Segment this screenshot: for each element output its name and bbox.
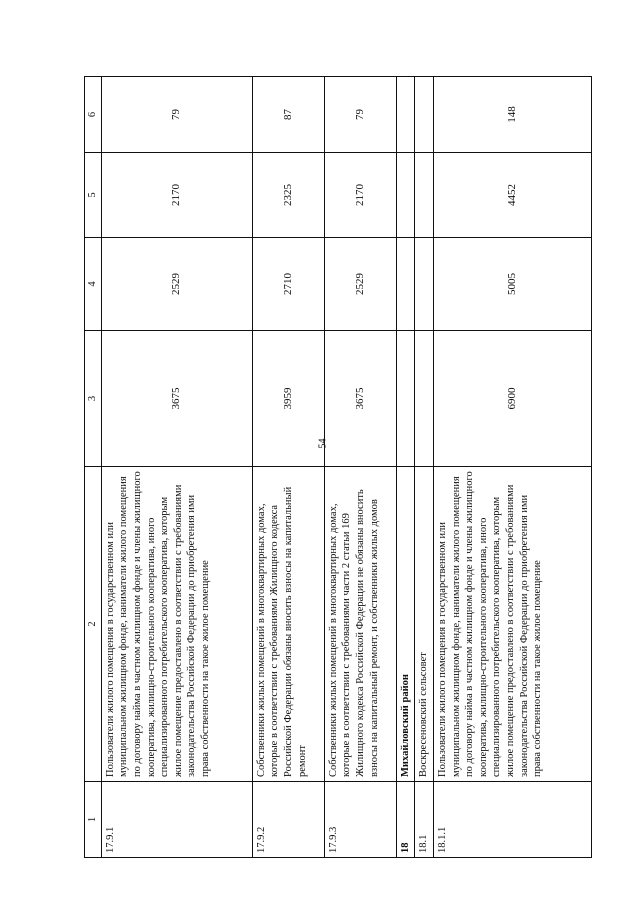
table-row bbox=[415, 77, 434, 858]
header-row bbox=[85, 77, 102, 858]
cell-value: 6900 bbox=[433, 331, 591, 467]
table-row bbox=[396, 77, 415, 858]
cell-value: 2529 bbox=[324, 238, 396, 331]
row-number: 18 bbox=[396, 782, 415, 858]
table-row bbox=[101, 77, 252, 858]
header-cell: 6 bbox=[85, 77, 102, 153]
empty-cell bbox=[396, 331, 415, 467]
row-number: 18.1.1 bbox=[433, 782, 591, 858]
empty-cell bbox=[415, 77, 434, 153]
row-description: Пользователи жилого помещения в государственном или муниципальном жилищном фонде, наниматели жилого помещения по договору найма в частном жилищном фонде и члены жилищного кооператива, жилищно-строительного кооператива, иного специализированного потребительского кооператива, которым жилое помещение предоставлено в соответствии с требованиями законодательства Российской Федерации до приобретения ими права собственности на такое жилое помещение bbox=[101, 467, 252, 782]
cell-value: 87 bbox=[252, 77, 324, 153]
cell-value: 2170 bbox=[101, 153, 252, 238]
row-number: 18.1 bbox=[415, 782, 434, 858]
cell-value: 5005 bbox=[433, 238, 591, 331]
cell-value: 2529 bbox=[101, 238, 252, 331]
settlement-name: Воскресеновский сельсовет bbox=[415, 467, 434, 782]
table-row bbox=[433, 77, 591, 858]
cell-value: 3959 bbox=[252, 331, 324, 467]
cell-value: 2710 bbox=[252, 238, 324, 331]
header-cell: 5 bbox=[85, 153, 102, 238]
tariff-table bbox=[84, 76, 592, 858]
table-row bbox=[324, 77, 396, 858]
header-cell: 3 bbox=[85, 331, 102, 467]
row-description: Собственники жилых помещений в многоквартирных домах, которые в соответствии с требованиями Жилищного кодекса Российской Федерации обязаны вносить взносы на капитальный ремонт bbox=[252, 467, 324, 782]
cell-value: 2325 bbox=[252, 153, 324, 238]
cell-value: 148 bbox=[433, 77, 591, 153]
row-description: Пользователи жилого помещения в государственном или муниципальном жилищном фонде, наниматели жилого помещения по договору найма в частном жилищном фонде и члены жилищного кооператива, жилищно-строительного кооператива, иного специализированного потребительского кооператива, которым жилое помещение предоставлено в соответствии с требованиями законодательства Российской Федерации до приобретения ими права собственности на такое жилое помещение bbox=[433, 467, 591, 782]
empty-cell bbox=[396, 238, 415, 331]
cell-value: 3675 bbox=[324, 331, 396, 467]
header-cell: 4 bbox=[85, 238, 102, 331]
empty-cell bbox=[415, 331, 434, 467]
empty-cell bbox=[415, 238, 434, 331]
row-number: 17.9.2 bbox=[252, 782, 324, 858]
cell-value: 2170 bbox=[324, 153, 396, 238]
district-name: Михайловский район bbox=[396, 467, 415, 782]
page-number: 54 bbox=[317, 438, 329, 449]
cell-value: 79 bbox=[101, 77, 252, 153]
header-cell: 2 bbox=[85, 467, 102, 782]
rotated-table-container bbox=[84, 77, 584, 858]
table-row bbox=[252, 77, 324, 858]
empty-cell bbox=[396, 153, 415, 238]
cell-value: 4452 bbox=[433, 153, 591, 238]
empty-cell bbox=[415, 153, 434, 238]
row-number: 17.9.1 bbox=[101, 782, 252, 858]
empty-cell bbox=[396, 77, 415, 153]
row-number: 17.9.3 bbox=[324, 782, 396, 858]
header-cell: 1 bbox=[85, 782, 102, 858]
cell-value: 79 bbox=[324, 77, 396, 153]
row-description: Собственники жилых помещений в многоквартирных домах, которые в соответствии с требованиями части 2 статьи 169 Жилищного кодекса Российской Федерации не обязаны вносить взносы на капитальный ремонт, и собственники жилых домов bbox=[324, 467, 396, 782]
cell-value: 3675 bbox=[101, 331, 252, 467]
